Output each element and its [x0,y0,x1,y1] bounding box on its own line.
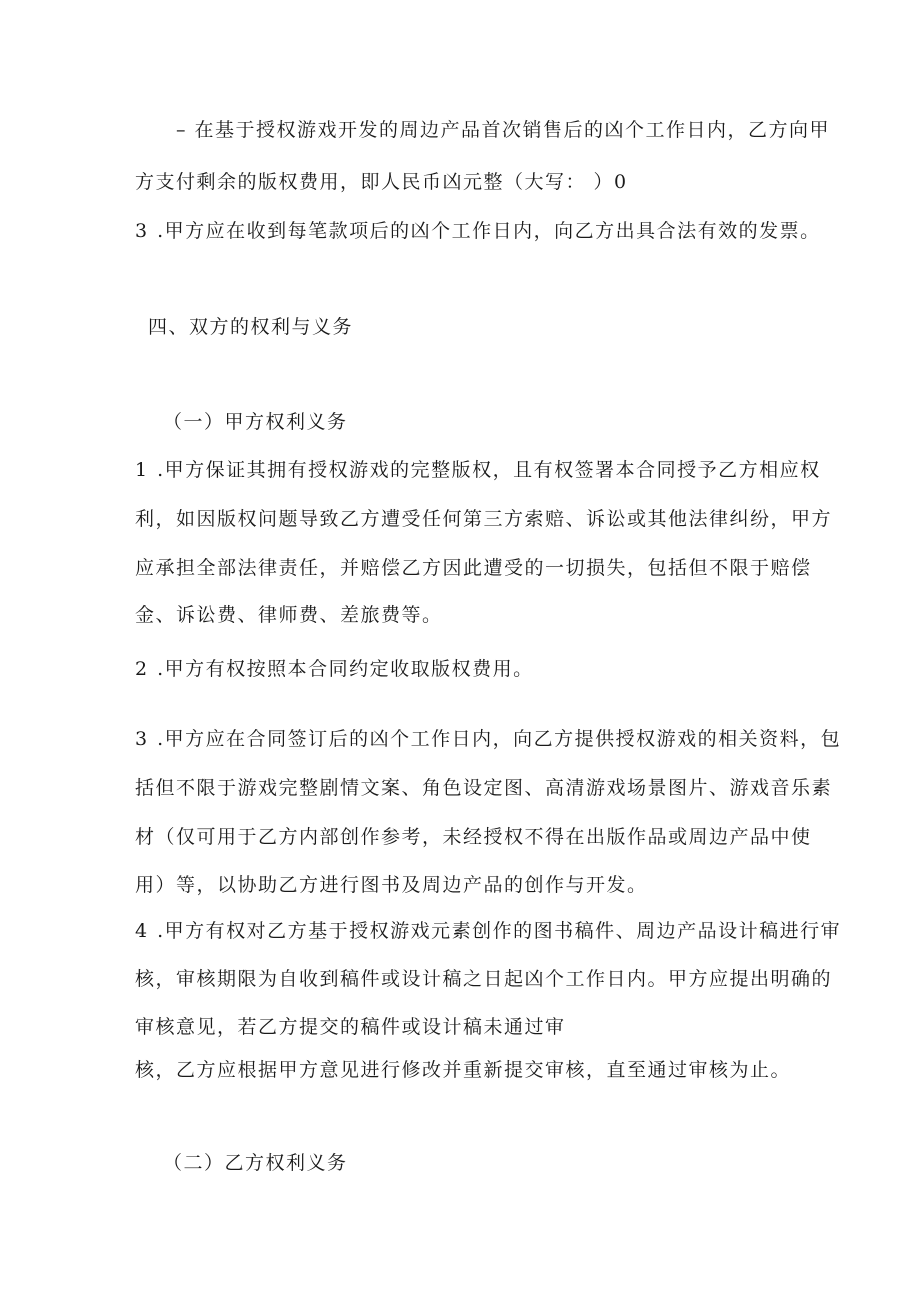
clause-line: 核，审核期限为自收到稿件或设计稿之日起凶个工作日内。甲方应提出明确的 [135,968,833,990]
payment-clause-line: – 在基于授权游戏开发的周边产品首次销售后的凶个工作日内，乙方向甲 [176,119,831,141]
item-number: 1 [135,459,148,481]
clause-line: 利，如因版权问题导致乙方遭受任何第三方索赔、诉讼或其他法律纠纷，甲方 [135,508,833,530]
clause-line: 应承担全部法律责任，并赔偿乙方因此遭受的一切损失，包括但不限于赔偿 [135,557,812,579]
item-text: .甲方应在收到每笔款项后的凶个工作日内，向乙方出具合法有效的发票。 [157,220,821,242]
section-heading: 四、双方的权利与义务 [148,316,354,338]
clause-line: 材（仅可用于乙方内部创作参考，未经授权不得在出版作品或周边产品中使 [135,826,812,848]
subsection-heading-party-b: （二）乙方权利义务 [163,1152,348,1174]
subsection-heading-party-a: （一）甲方权利义务 [163,411,348,433]
item-number: 4 [135,920,148,942]
clause-line: 审核意见，若乙方提交的稿件或设计稿未通过审 [135,1016,566,1038]
clause-line [135,458,821,482]
item-number: 2 [135,658,148,680]
clause-line [135,657,534,681]
clause-line: 金、诉讼费、律师费、差旅费等。 [135,604,443,626]
payment-clause-line: 方支付剩余的版权费用，即人民币凶元整（大写： ）0 [135,171,628,193]
clause-line: 核，乙方应根据甲方意见进行修改并重新提交审核，直至通过审核为止。 [135,1059,792,1081]
clause-line [135,919,841,943]
item-text: .甲方有权对乙方基于授权游戏元素创作的图书稿件、周边产品设计稿进行审 [157,920,842,942]
item-text: .甲方保证其拥有授权游戏的完整版权，且有权签署本合同授予乙方相应权 [157,459,821,481]
clause-line: 括但不限于游戏完整剧情文案、角色设定图、高清游戏场景图片、游戏音乐素 [135,777,833,799]
item-text: .甲方有权按照本合同约定收取版权费用。 [157,658,534,680]
item-number: 3 [135,728,148,750]
invoice-clause [135,219,821,243]
item-number: 3 [135,220,148,242]
clause-line [135,727,841,751]
item-text: .甲方应在合同签订后的凶个工作日内，向乙方提供授权游戏的相关资料，包 [157,728,842,750]
clause-line: 用）等，以协助乙方进行图书及周边产品的创作与开发。 [135,874,648,896]
